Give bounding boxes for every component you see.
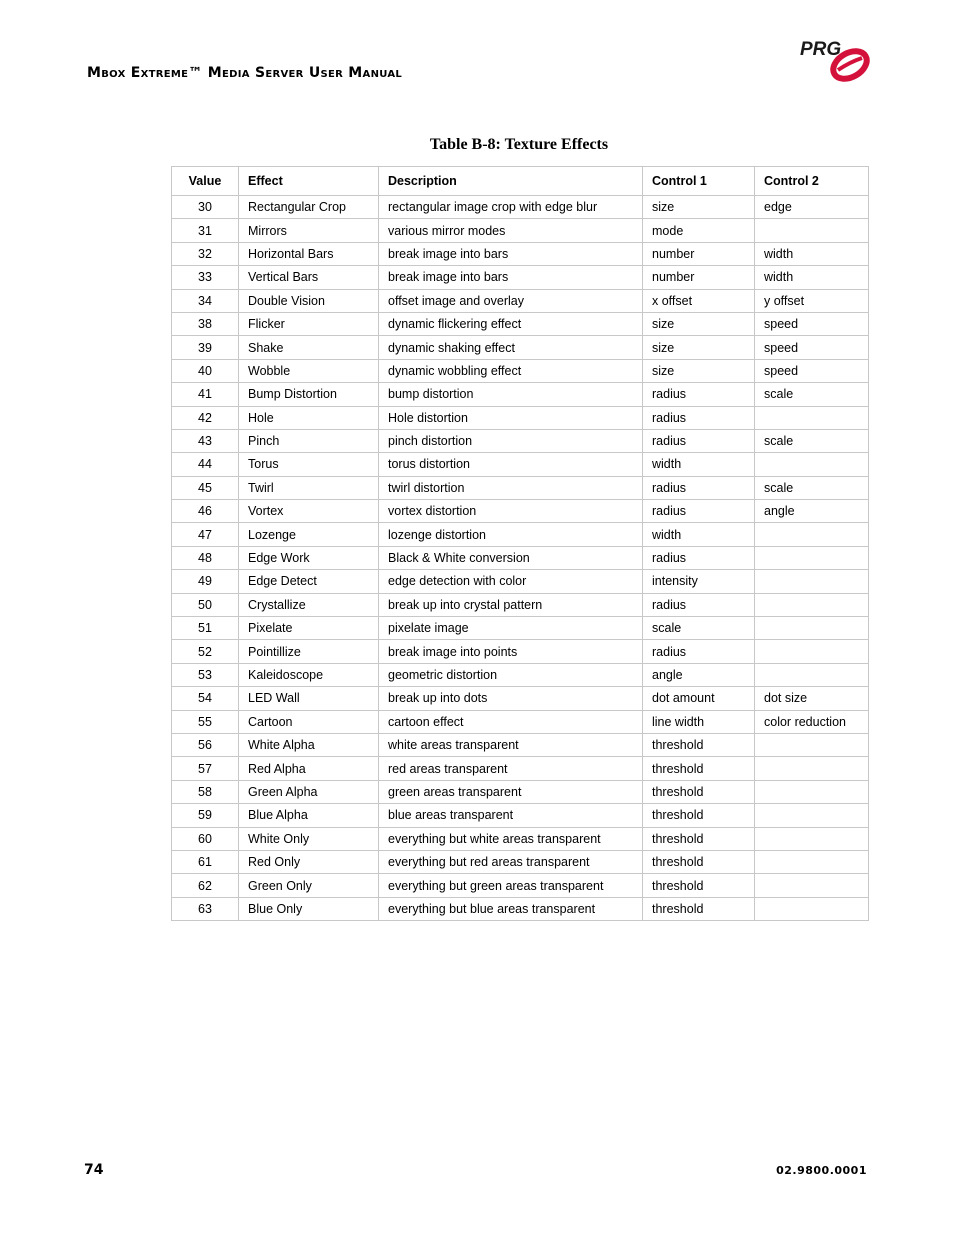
table-row: [172, 710, 869, 733]
cell-control-2: [755, 827, 869, 850]
cell-description: edge detection with color: [379, 570, 643, 593]
cell-description: geometric distortion: [379, 663, 643, 686]
cell-value: 33: [172, 266, 239, 289]
cell-control-2: scale: [755, 476, 869, 499]
cell-description: break up into dots: [379, 687, 643, 710]
cell-control-2: dot size: [755, 687, 869, 710]
cell-control-2: [755, 874, 869, 897]
cell-control-1: size: [643, 196, 755, 219]
table-row: [172, 850, 869, 873]
cell-effect: Blue Alpha: [239, 804, 379, 827]
cell-value: 39: [172, 336, 239, 359]
cell-control-2: angle: [755, 500, 869, 523]
cell-control-2: [755, 850, 869, 873]
cell-control-1: line width: [643, 710, 755, 733]
cell-control-1: threshold: [643, 827, 755, 850]
cell-control-1: number: [643, 266, 755, 289]
cell-control-2: [755, 219, 869, 242]
cell-control-1: radius: [643, 383, 755, 406]
cell-control-1: number: [643, 242, 755, 265]
running-header-title: Mbox Extreme™ Media Server User Manual: [87, 65, 403, 81]
column-header-effect: Effect: [239, 167, 379, 196]
cell-effect: Red Only: [239, 850, 379, 873]
cell-description: break up into crystal pattern: [379, 593, 643, 616]
cell-control-2: width: [755, 266, 869, 289]
cell-control-1: angle: [643, 663, 755, 686]
cell-value: 50: [172, 593, 239, 616]
table-row: [172, 359, 869, 382]
cell-description: dynamic flickering effect: [379, 312, 643, 335]
cell-effect: Edge Work: [239, 546, 379, 569]
cell-control-1: mode: [643, 219, 755, 242]
cell-effect: Horizontal Bars: [239, 242, 379, 265]
table-row: [172, 780, 869, 803]
cell-description: vortex distortion: [379, 500, 643, 523]
cell-value: 57: [172, 757, 239, 780]
cell-control-1: size: [643, 336, 755, 359]
cell-value: 59: [172, 804, 239, 827]
table-row: [172, 570, 869, 593]
cell-control-1: width: [643, 453, 755, 476]
cell-control-1: width: [643, 523, 755, 546]
cell-control-1: intensity: [643, 570, 755, 593]
table-header-row: [172, 167, 869, 196]
table-row: [172, 827, 869, 850]
cell-control-1: radius: [643, 593, 755, 616]
table-title: Table B-8: Texture Effects: [429, 136, 609, 153]
cell-effect: Pointillize: [239, 640, 379, 663]
cell-control-1: x offset: [643, 289, 755, 312]
cell-value: 31: [172, 219, 239, 242]
cell-effect: Edge Detect: [239, 570, 379, 593]
cell-control-2: [755, 406, 869, 429]
cell-effect: Double Vision: [239, 289, 379, 312]
cell-control-2: [755, 733, 869, 756]
table-row: [172, 640, 869, 663]
cell-effect: Blue Only: [239, 897, 379, 920]
prg-logo: [798, 38, 874, 82]
cell-control-2: [755, 453, 869, 476]
cell-value: 32: [172, 242, 239, 265]
column-header-value: Value: [172, 167, 239, 196]
cell-control-2: scale: [755, 383, 869, 406]
table-row: [172, 406, 869, 429]
table-row: [172, 874, 869, 897]
cell-effect: Mirrors: [239, 219, 379, 242]
cell-value: 58: [172, 780, 239, 803]
table-row: [172, 196, 869, 219]
cell-control-2: speed: [755, 312, 869, 335]
cell-control-2: speed: [755, 359, 869, 382]
cell-control-1: threshold: [643, 804, 755, 827]
table-row: [172, 289, 869, 312]
cell-value: 30: [172, 196, 239, 219]
cell-description: everything but white areas transparent: [379, 827, 643, 850]
cell-control-1: size: [643, 359, 755, 382]
cell-effect: Hole: [239, 406, 379, 429]
cell-value: 55: [172, 710, 239, 733]
cell-value: 51: [172, 617, 239, 640]
cell-value: 49: [172, 570, 239, 593]
cell-effect: Green Only: [239, 874, 379, 897]
cell-control-1: threshold: [643, 850, 755, 873]
cell-control-2: [755, 897, 869, 920]
cell-control-2: y offset: [755, 289, 869, 312]
table-row: [172, 500, 869, 523]
table-body: [172, 196, 869, 921]
logo-text: PRG: [800, 39, 842, 60]
cell-effect: Red Alpha: [239, 757, 379, 780]
cell-effect: Flicker: [239, 312, 379, 335]
cell-control-2: [755, 546, 869, 569]
cell-effect: Pixelate: [239, 617, 379, 640]
cell-control-2: [755, 757, 869, 780]
table-row: [172, 242, 869, 265]
cell-description: pinch distortion: [379, 429, 643, 452]
cell-effect: White Alpha: [239, 733, 379, 756]
cell-control-2: width: [755, 242, 869, 265]
cell-description: break image into bars: [379, 242, 643, 265]
cell-control-2: [755, 804, 869, 827]
table-row: [172, 617, 869, 640]
cell-value: 61: [172, 850, 239, 873]
cell-control-1: radius: [643, 429, 755, 452]
table-row: [172, 429, 869, 452]
cell-control-1: threshold: [643, 897, 755, 920]
cell-description: blue areas transparent: [379, 804, 643, 827]
cell-control-1: radius: [643, 406, 755, 429]
cell-control-1: threshold: [643, 733, 755, 756]
cell-value: 56: [172, 733, 239, 756]
column-header-control-1: Control 1: [643, 167, 755, 196]
cell-value: 52: [172, 640, 239, 663]
cell-effect: Wobble: [239, 359, 379, 382]
column-header-description: Description: [379, 167, 643, 196]
cell-control-2: scale: [755, 429, 869, 452]
cell-description: red areas transparent: [379, 757, 643, 780]
document-number: 02.9800.0001: [776, 1164, 867, 1177]
page-number: 74: [84, 1162, 104, 1178]
table-row: [172, 804, 869, 827]
cell-description: offset image and overlay: [379, 289, 643, 312]
table-row: [172, 523, 869, 546]
cell-description: break image into bars: [379, 266, 643, 289]
cell-value: 60: [172, 827, 239, 850]
cell-value: 38: [172, 312, 239, 335]
cell-description: dynamic wobbling effect: [379, 359, 643, 382]
cell-description: pixelate image: [379, 617, 643, 640]
cell-control-1: radius: [643, 476, 755, 499]
cell-value: 62: [172, 874, 239, 897]
cell-effect: Vertical Bars: [239, 266, 379, 289]
cell-value: 42: [172, 406, 239, 429]
table-row: [172, 476, 869, 499]
cell-effect: Kaleidoscope: [239, 663, 379, 686]
cell-control-2: [755, 780, 869, 803]
cell-value: 43: [172, 429, 239, 452]
cell-control-2: [755, 523, 869, 546]
table-row: [172, 757, 869, 780]
cell-control-1: scale: [643, 617, 755, 640]
cell-effect: Vortex: [239, 500, 379, 523]
cell-description: Hole distortion: [379, 406, 643, 429]
table-row: [172, 687, 869, 710]
cell-description: lozenge distortion: [379, 523, 643, 546]
cell-control-2: color reduction: [755, 710, 869, 733]
cell-value: 46: [172, 500, 239, 523]
cell-control-1: dot amount: [643, 687, 755, 710]
cell-effect: Shake: [239, 336, 379, 359]
texture-effects-table: [171, 166, 869, 921]
table-row: [172, 546, 869, 569]
cell-description: Black & White conversion: [379, 546, 643, 569]
cell-description: everything but green areas transparent: [379, 874, 643, 897]
cell-description: various mirror modes: [379, 219, 643, 242]
cell-control-1: threshold: [643, 780, 755, 803]
cell-value: 41: [172, 383, 239, 406]
cell-description: cartoon effect: [379, 710, 643, 733]
cell-value: 54: [172, 687, 239, 710]
cell-control-2: edge: [755, 196, 869, 219]
table-row: [172, 336, 869, 359]
cell-effect: Pinch: [239, 429, 379, 452]
cell-value: 48: [172, 546, 239, 569]
cell-description: white areas transparent: [379, 733, 643, 756]
table-row: [172, 897, 869, 920]
cell-control-2: [755, 617, 869, 640]
table-row: [172, 383, 869, 406]
cell-control-2: [755, 663, 869, 686]
cell-control-2: speed: [755, 336, 869, 359]
cell-effect: Crystallize: [239, 593, 379, 616]
cell-description: rectangular image crop with edge blur: [379, 196, 643, 219]
cell-effect: White Only: [239, 827, 379, 850]
cell-description: green areas transparent: [379, 780, 643, 803]
cell-effect: Lozenge: [239, 523, 379, 546]
table-row: [172, 593, 869, 616]
cell-description: twirl distortion: [379, 476, 643, 499]
cell-value: 47: [172, 523, 239, 546]
cell-control-1: radius: [643, 500, 755, 523]
cell-value: 44: [172, 453, 239, 476]
cell-effect: Twirl: [239, 476, 379, 499]
cell-description: torus distortion: [379, 453, 643, 476]
table-row: [172, 219, 869, 242]
cell-description: break image into points: [379, 640, 643, 663]
cell-effect: Cartoon: [239, 710, 379, 733]
table-row: [172, 312, 869, 335]
table-row: [172, 733, 869, 756]
cell-effect: Green Alpha: [239, 780, 379, 803]
table-row: [172, 453, 869, 476]
cell-control-2: [755, 570, 869, 593]
cell-effect: Bump Distortion: [239, 383, 379, 406]
cell-description: dynamic shaking effect: [379, 336, 643, 359]
cell-effect: Torus: [239, 453, 379, 476]
cell-description: everything but blue areas transparent: [379, 897, 643, 920]
cell-effect: Rectangular Crop: [239, 196, 379, 219]
cell-control-1: threshold: [643, 757, 755, 780]
cell-description: everything but red areas transparent: [379, 850, 643, 873]
column-header-control-2: Control 2: [755, 167, 869, 196]
cell-value: 40: [172, 359, 239, 382]
cell-effect: LED Wall: [239, 687, 379, 710]
cell-control-1: size: [643, 312, 755, 335]
cell-description: bump distortion: [379, 383, 643, 406]
cell-control-2: [755, 640, 869, 663]
cell-control-1: radius: [643, 546, 755, 569]
cell-value: 45: [172, 476, 239, 499]
cell-control-2: [755, 593, 869, 616]
cell-control-1: radius: [643, 640, 755, 663]
cell-value: 53: [172, 663, 239, 686]
table-row: [172, 663, 869, 686]
cell-control-1: threshold: [643, 874, 755, 897]
cell-value: 63: [172, 897, 239, 920]
cell-value: 34: [172, 289, 239, 312]
table-row: [172, 266, 869, 289]
